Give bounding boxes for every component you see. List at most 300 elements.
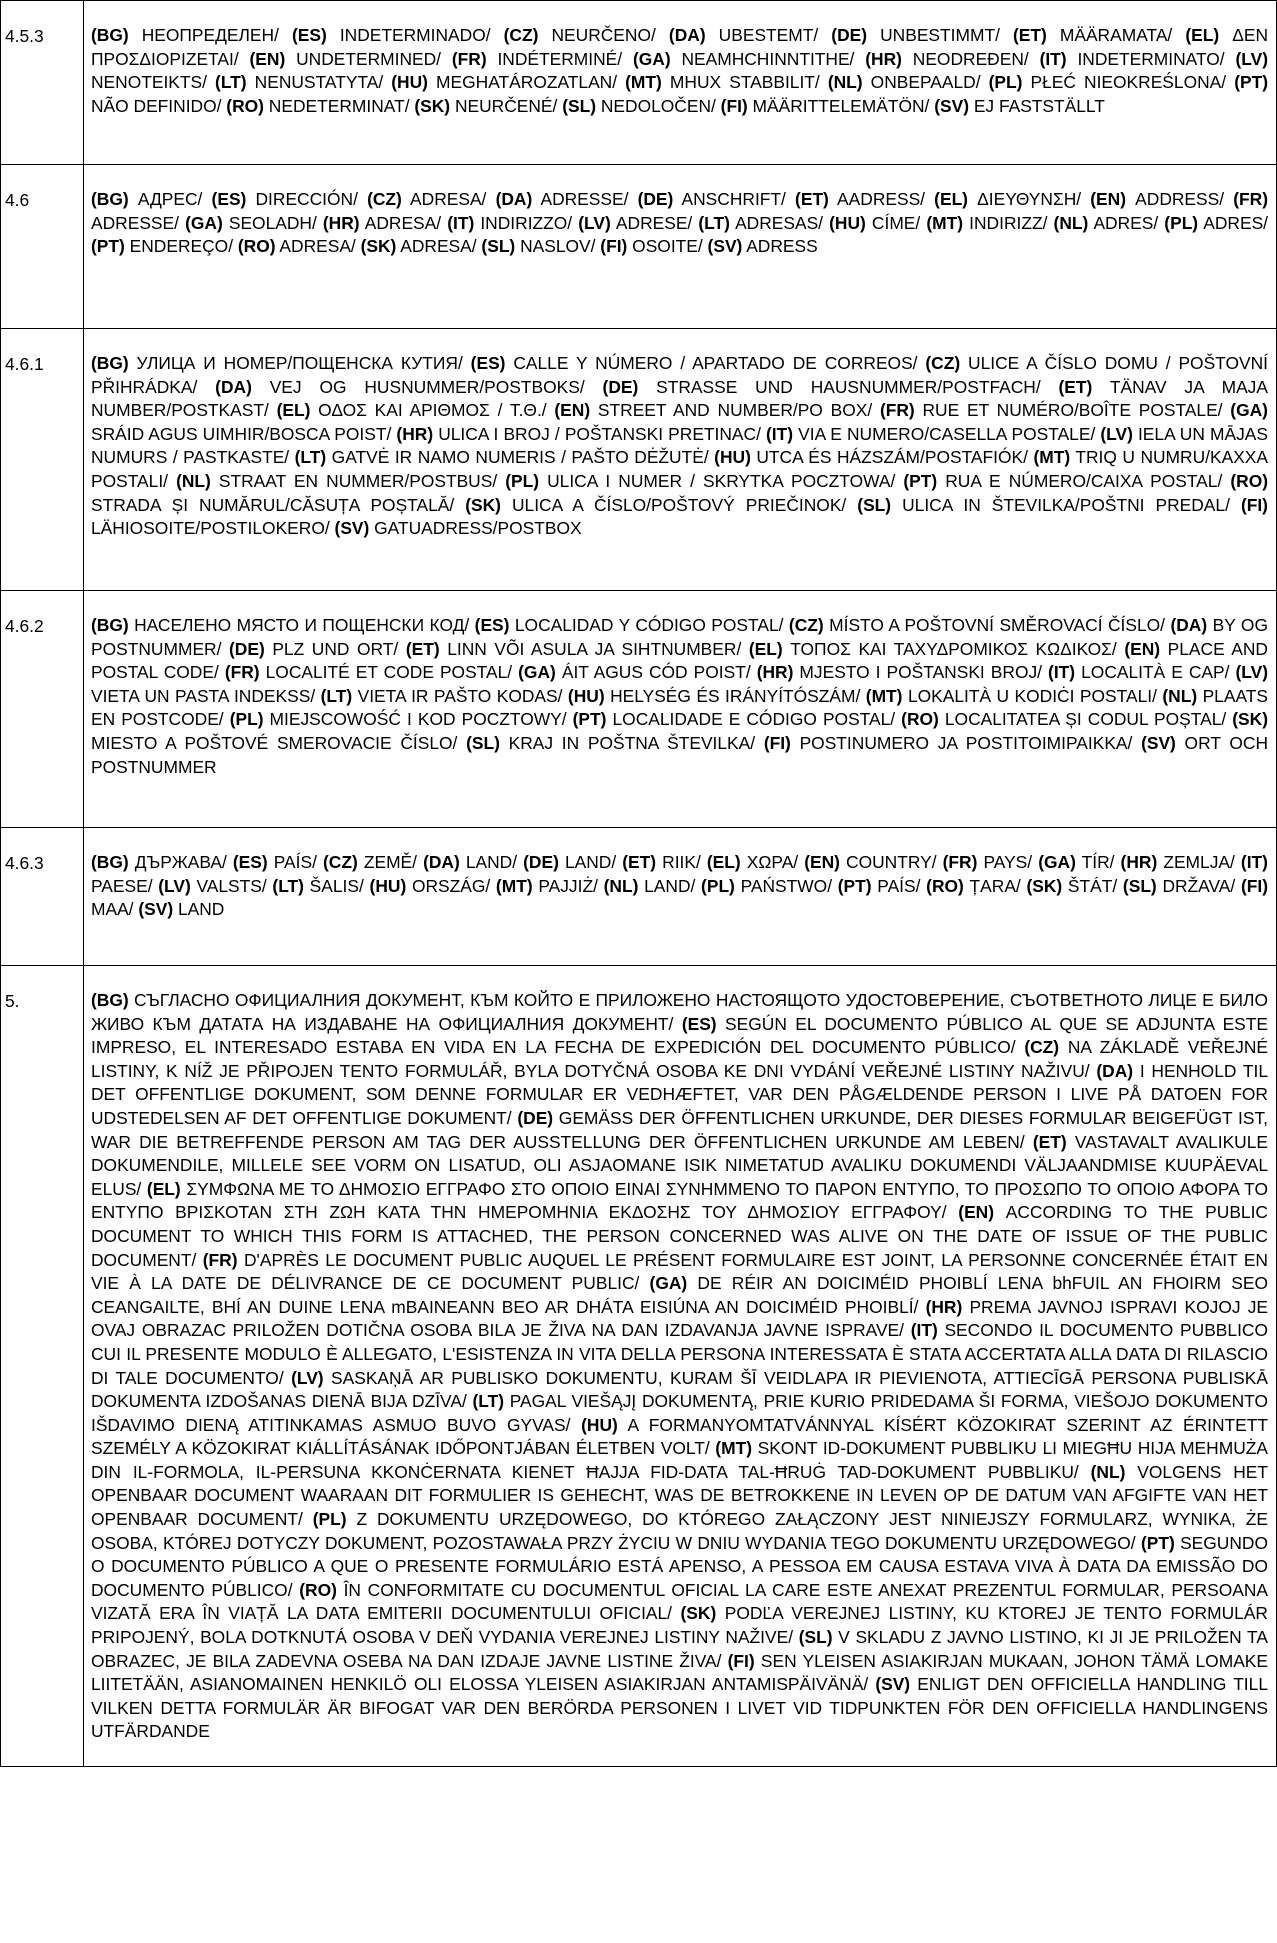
translation-segment bbox=[633, 49, 865, 69]
translation-text: LAND bbox=[173, 899, 225, 920]
translation-segment bbox=[370, 876, 496, 896]
translation-text: MÍSTO A POŠTOVNÍ SMĚROVACÍ ČÍSLO/ bbox=[823, 615, 1171, 635]
translation-text: HELYSÉG ÉS IRÁNYÍTÓSZÁM/ bbox=[604, 685, 866, 706]
translation-text: ΔΕΝ ΠΡΟΣΔΙΟΡΙΖΕΤΑΙ/ bbox=[91, 25, 1269, 69]
translation-text: LOCALITÀ E CAP/ bbox=[1075, 662, 1236, 683]
language-code: (FR) bbox=[451, 48, 487, 69]
language-code: (SK) bbox=[1232, 709, 1268, 730]
translation-segment bbox=[518, 662, 757, 682]
translation-segment bbox=[367, 189, 495, 209]
translation-text: LÄHIOSOITE/POSTILOKERO/ bbox=[91, 518, 335, 539]
translation-segment bbox=[447, 213, 578, 233]
translation-segment bbox=[335, 518, 582, 538]
translation-text: ULICA I NUMER / SKRYTKA POCZTOWA/ bbox=[539, 470, 904, 491]
language-code: (DE) bbox=[517, 1107, 554, 1128]
translation-segment bbox=[568, 686, 866, 706]
translation-text: INDIRIZZ/ bbox=[963, 212, 1054, 233]
language-code: (ES) bbox=[681, 1013, 717, 1034]
language-code: (CZ) bbox=[323, 852, 358, 872]
translation-text: UTCA ÉS HÁZSZÁM/POSTAFIÓK/ bbox=[750, 447, 1034, 468]
translation-text: ADRESA/ bbox=[396, 236, 482, 257]
translation-segment bbox=[185, 213, 323, 233]
translation-text: STRADA ȘI NUMĂRUL/CĂSUȚA POȘTALĂ/ bbox=[91, 494, 466, 515]
translation-text: STREET AND NUMBER/PO BOX/ bbox=[590, 400, 880, 421]
translation-text: TRIQ U NUMRU/KAXXA POSTALI/ bbox=[91, 447, 1268, 491]
language-code: (SL) bbox=[1122, 875, 1157, 896]
language-code: (DE) bbox=[523, 852, 559, 872]
translation-segment bbox=[1164, 213, 1268, 233]
language-code: (ES) bbox=[291, 25, 327, 45]
translation-segment bbox=[91, 236, 238, 256]
translation-text: IELA UN MĀJAS NUMURS / PASTKASTE/ bbox=[91, 423, 1268, 468]
translation-text: UBESTEMT/ bbox=[705, 25, 832, 45]
translation-segment bbox=[1121, 852, 1241, 872]
translation-text: ENDEREÇO/ bbox=[124, 236, 238, 257]
translation-text: LOCALITÉ ET CODE POSTAL/ bbox=[259, 662, 519, 683]
translation-segment bbox=[323, 213, 447, 233]
language-code: (FR) bbox=[942, 852, 978, 872]
translation-segment bbox=[1048, 662, 1235, 682]
translation-segment bbox=[323, 852, 423, 872]
translation-segment bbox=[1013, 25, 1185, 45]
translation-text: ΣΥΜΦΩΝΑ ΜΕ ΤΟ ΔΗΜΟΣΙΟ ΕΓΓΡΑΦΟ ΣΤΟ ΟΠΟΙΟ ΕΙΝΑΙ ΣΥΝΗΜΜΕΝΟ ΤΟ ΠΑΡΟΝ ΕΝΤΥΠΟ, ΤΟ ΠΡΟΣΩΠΟ ΤΟ ΟΠΟΙΟ ΑΦΟΡΑ ΤΟ ΕΝΤΥΠΟ ΒΡΙΣΚΟΤΑΝ ΣΤΗ ΖΩΗ ΚΑΤΑ ΤΗΝ ΗΜΕΡΟΜΗΝΙΑ ΕΚΔΟΣΗΣ ΤΟΥ ΔΗΜΟΣΙΟΥ ΕΓΓΡΑΦΟΥ/ bbox=[91, 1178, 1269, 1223]
translation-segment bbox=[138, 899, 224, 919]
translation-text: ORSZÁG/ bbox=[406, 875, 496, 896]
translation-text: СЪГЛАСНО ОФИЦИАЛНИЯ ДОКУМЕНТ, КЪМ КОЙТО Е ПРИЛОЖЕНО НАСТОЯЩОТО УДОСТОВЕРЕНИЕ, СЪОТВЕТНОТО ЛИЦЕ Е БИЛО ЖИВО КЪМ ДАТАТА НА ИЗДАВАНЕ НА ОФИЦИАЛНИЯ ДОКУМЕНТ/ bbox=[91, 990, 1268, 1034]
language-code: (MT) bbox=[1033, 447, 1071, 468]
translation-text: PAÍS/ bbox=[267, 852, 323, 872]
language-code: (RO) bbox=[1230, 470, 1269, 491]
translation-segment bbox=[272, 876, 369, 896]
translation-segment bbox=[496, 876, 604, 896]
language-code: (PT) bbox=[1234, 72, 1268, 93]
translation-text: PAJJIŻ/ bbox=[532, 875, 604, 896]
language-code: (SV) bbox=[934, 95, 969, 116]
translation-text: TÄNAV JA MAJA NUMBER/POSTKAST/ bbox=[91, 376, 1268, 421]
translation-segment bbox=[176, 471, 505, 491]
translation-text: ΟΔΟΣ ΚΑΙ ΑΡΙΘΜΟΣ / Τ.Θ./ bbox=[310, 400, 555, 421]
translation-segment bbox=[669, 25, 831, 45]
translation-text: ZEMĚ/ bbox=[357, 852, 424, 872]
translation-segment bbox=[789, 615, 1171, 635]
language-code: (PT) bbox=[91, 236, 125, 257]
translation-segment bbox=[749, 639, 1124, 659]
translation-text: TÍR/ bbox=[1075, 852, 1121, 872]
translation-text: DIRECCIÓN/ bbox=[246, 189, 368, 209]
translation-text: ÎN CONFORMITATE CU DOCUMENTUL OFICIAL LA CARE ESTE ANEXAT PREZENTUL FORMULAR, PERSOANA VIZATĂ ERA ÎN VIAȚĂ LA DATA EMITERII DOCUMENTULUI OFICIAL/ bbox=[91, 1579, 1268, 1624]
translation-segment bbox=[604, 876, 701, 896]
translation-segment bbox=[423, 852, 523, 872]
translation-segment bbox=[926, 876, 1026, 896]
language-code: (NL) bbox=[176, 470, 211, 491]
translation-text: PAGAL VIEŠĄJĮ DOKUMENTĄ, PRIE KURIO PRIDEDAMA ŠI FORMA, VIEŠOJO DOKUMENTO IŠDAVIMO DIENĄ ATITINKAMAS ASMUO BUVO GYVAS/ bbox=[91, 1391, 1268, 1435]
translation-segment bbox=[91, 25, 292, 45]
translation-text: SRÁID AGUS UIMHIR/BOSCA POIST/ bbox=[91, 423, 397, 444]
translation-text: ÁIT AGUS CÓD POIST/ bbox=[555, 662, 757, 683]
language-code: (DA) bbox=[423, 852, 460, 872]
translation-segment bbox=[698, 213, 829, 233]
translation-text: MÄÄRITTELEMÄTÖN/ bbox=[747, 95, 935, 116]
translation-segment bbox=[504, 25, 669, 45]
language-code: (NL) bbox=[603, 875, 639, 896]
language-code: (BG) bbox=[91, 353, 129, 373]
language-code: (DA) bbox=[215, 376, 252, 397]
language-code: (SL) bbox=[798, 1627, 833, 1648]
translation-segment bbox=[857, 495, 1241, 515]
language-code: (ES) bbox=[211, 189, 247, 209]
language-code: (SK) bbox=[680, 1603, 717, 1624]
translation-text: ENLIGT DEN OFFICIELLA HANDLING TILL VILKEN DETTA FORMULÄR ÄR BIFOGAT VAR DEN BERÖRDA PERSONEN I LIVET VID TIDPUNKTEN FÖR DEN OFFICIELLA HANDLINGENS UTFÄRDANDE bbox=[91, 1674, 1268, 1742]
translation-text: ADRESA/ bbox=[359, 212, 448, 233]
translation-text: ΔΙΕΥΘΥΝΣΗ/ bbox=[967, 189, 1091, 209]
language-code: (RO) bbox=[299, 1579, 337, 1600]
language-code: (HU) bbox=[581, 1414, 618, 1435]
translation-text: ΧΩΡΑ/ bbox=[740, 852, 805, 872]
language-code: (PL) bbox=[505, 470, 540, 491]
language-code: (GA) bbox=[185, 212, 223, 233]
language-code: (PL) bbox=[312, 1509, 347, 1530]
translation-segment bbox=[233, 852, 323, 872]
language-code: (ET) bbox=[795, 189, 829, 209]
translation-text: НЕОПРЕДЕЛЕН/ bbox=[128, 25, 292, 45]
translation-segment bbox=[934, 189, 1090, 209]
translation-text: SECONDO IL DOCUMENTO PUBBLICO CUI IL PRESENTE MODULO È ALLEGATO, L'ESISTENZA IN VITA DELLA PERSONA INTERESSATA È STATA ACCERTATA ALLA DATA DI RILASCIO DI TALE DOCUMENTO/ bbox=[91, 1320, 1268, 1388]
translation-segment bbox=[804, 852, 942, 872]
translation-segment bbox=[866, 686, 1163, 706]
translation-segment bbox=[721, 96, 935, 116]
translation-segment bbox=[230, 709, 573, 729]
translation-text: MIEJSCOWOŚĆ I KOD POCZTOWY/ bbox=[263, 709, 573, 730]
translation-text: INDIRIZZO/ bbox=[474, 212, 579, 233]
translation-text: UNBESTIMMT/ bbox=[867, 25, 1013, 45]
translations-cell bbox=[84, 828, 1277, 966]
translation-segment bbox=[471, 353, 926, 373]
translation-segment bbox=[989, 72, 1235, 92]
language-code: (CZ) bbox=[503, 25, 539, 45]
translation-segment bbox=[625, 72, 828, 92]
language-code: (LV) bbox=[1235, 662, 1268, 683]
language-code: (PL) bbox=[1164, 212, 1199, 233]
translation-text: STRAAT EN NUMMER/POSTBUS/ bbox=[210, 470, 506, 491]
language-code: (PL) bbox=[701, 875, 735, 896]
translation-text: ADRESA/ bbox=[401, 189, 496, 209]
translation-segment bbox=[880, 400, 1230, 420]
translation-text: LOCALIDAD Y CÓDIGO POSTAL/ bbox=[509, 615, 789, 635]
language-code: (ET) bbox=[405, 638, 440, 659]
language-code: (GA) bbox=[649, 1273, 688, 1294]
translation-text: V SKLADU Z JAVNO LISTINO, KI JI JE PRILOŽEN TA OBRAZEC, JE BILA ZADEVNA OSEBA NA DAN IZDAJE JAVNE LISTINE ŽIVA/ bbox=[91, 1627, 1268, 1671]
language-code: (ES) bbox=[232, 852, 268, 872]
language-code: (RO) bbox=[901, 709, 939, 730]
translation-text: KRAJ IN POŠTNA ŠTEVILKA/ bbox=[499, 732, 764, 753]
translations-cell bbox=[84, 591, 1277, 828]
translation-text: A FORMANYOMTATVÁNNYAL KÍSÉRT KÖZOKIRAT SZERINT AZ ÉRINTETT SZEMÉLY A KÖZOKIRAT KIÁLLÍTÁSÁNAK IDŐPONTJÁBAN ÉLETBEN VOLT/ bbox=[91, 1414, 1268, 1459]
row-number: 5. bbox=[1, 966, 84, 1767]
translation-text: DE RÉIR AN DOICIMÉID PHOIBLÍ LENA bhFUIL AN FHOIRM SEO CEANGAILTE, BHÍ AN DUINE LENA mBAINEANN BEO AR DHÁTA EISIÚNA AN DOICIMÉID PHOIBLÍ/ bbox=[91, 1273, 1268, 1317]
translation-segment bbox=[452, 49, 633, 69]
language-code: (HR) bbox=[322, 212, 360, 233]
language-code: (DA) bbox=[668, 25, 706, 45]
translation-text: ADRESSE/ bbox=[532, 189, 638, 209]
translation-segment bbox=[361, 236, 482, 256]
translation-segment bbox=[943, 852, 1039, 872]
language-code: (HR) bbox=[865, 48, 902, 69]
language-code: (EL) bbox=[934, 189, 968, 209]
table-row bbox=[1, 1, 1277, 165]
translation-segment bbox=[622, 852, 707, 872]
language-code: (MT) bbox=[625, 72, 662, 93]
translation-segment bbox=[707, 852, 804, 872]
language-code: (ES) bbox=[474, 615, 510, 635]
language-code: (LT) bbox=[215, 72, 247, 93]
language-code: (SK) bbox=[360, 236, 397, 257]
language-code: (DE) bbox=[637, 189, 674, 209]
translation-segment bbox=[406, 639, 749, 659]
translation-segment bbox=[714, 447, 1033, 467]
language-code: (FI) bbox=[1240, 494, 1268, 515]
language-code: (LT) bbox=[698, 212, 730, 233]
language-code: (PL) bbox=[229, 709, 264, 730]
translation-text: VIETA UN PASTA INDEKSS/ bbox=[91, 685, 321, 706]
translation-text: PŁEĆ NIEOKREŚLONA/ bbox=[1022, 72, 1235, 93]
language-code: (DE) bbox=[229, 638, 265, 659]
translation-text: PREMA JAVNOJ ISPRAVI KOJOJ JE OVAJ OBRAZAC PRILOŽEN DOTIČNA OSOBA BILA JE ŽIVA NA DAN IZDAVANJA JAVNE ISPRAVE/ bbox=[91, 1296, 1268, 1341]
language-code: (SV) bbox=[1141, 732, 1176, 753]
language-code: (IT) bbox=[766, 423, 794, 444]
translation-segment bbox=[828, 72, 989, 92]
translation-segment bbox=[1038, 852, 1120, 872]
translation-text: ULICA IN ŠTEVILKA/POŠTNI PREDAL/ bbox=[891, 494, 1241, 515]
language-code: (MT) bbox=[495, 875, 533, 896]
language-code: (HR) bbox=[396, 423, 434, 444]
translation-text: ȚARA/ bbox=[963, 875, 1027, 896]
language-code: (LV) bbox=[291, 1367, 324, 1388]
translation-text: PAŃSTWO/ bbox=[734, 875, 838, 896]
translation-text: ULICA I BROJ / POŠTANSKI PRETINAC/ bbox=[433, 423, 767, 444]
language-code: (HR) bbox=[925, 1296, 963, 1317]
translation-text: NEODREĐEN/ bbox=[901, 48, 1040, 69]
language-code: (NL) bbox=[1090, 1461, 1126, 1482]
translation-text: ZEMLJA/ bbox=[1157, 852, 1241, 872]
translation-text: PAESE/ bbox=[91, 875, 159, 896]
translation-text: LAND/ bbox=[638, 875, 702, 896]
language-code: (SV) bbox=[334, 518, 370, 539]
translation-text: LOKALITÀ U KODIĊI POSTALI/ bbox=[902, 685, 1163, 706]
table-row bbox=[1, 165, 1277, 329]
language-code: (IT) bbox=[1240, 852, 1268, 872]
language-code: (HR) bbox=[1120, 852, 1158, 872]
translation-text: LAND/ bbox=[558, 852, 623, 872]
translation-segment bbox=[1123, 876, 1241, 896]
language-code: (HU) bbox=[829, 212, 866, 233]
translation-segment bbox=[764, 733, 1141, 753]
translation-segment bbox=[562, 96, 720, 116]
language-code: (LV) bbox=[1100, 423, 1133, 444]
translation-segment bbox=[573, 709, 902, 729]
translation-segment bbox=[91, 189, 212, 209]
translation-text: PAYS/ bbox=[977, 852, 1039, 872]
translation-segment bbox=[295, 447, 715, 467]
translation-text: LAND/ bbox=[459, 852, 524, 872]
translation-text: DRŽAVA/ bbox=[1156, 875, 1241, 896]
language-code: (EL) bbox=[1185, 25, 1220, 45]
translation-segment bbox=[277, 400, 555, 420]
translation-text: EJ FASTSTÄLLT bbox=[968, 95, 1105, 116]
language-code: (SK) bbox=[414, 95, 451, 116]
language-code: (IT) bbox=[447, 212, 475, 233]
translation-text: ŠALIS/ bbox=[303, 875, 370, 896]
language-code: (LT) bbox=[320, 685, 353, 706]
language-code: (EL) bbox=[146, 1178, 181, 1199]
language-code: (HU) bbox=[369, 875, 407, 896]
table-row bbox=[1, 329, 1277, 591]
translation-segment bbox=[1026, 876, 1122, 896]
language-code: (PT) bbox=[1140, 1532, 1175, 1553]
translation-segment bbox=[91, 852, 233, 872]
row-number: 4.6 bbox=[1, 165, 84, 329]
translation-text: АДРЕС/ bbox=[128, 189, 212, 209]
translation-text: MÄÄRAMATA/ bbox=[1046, 25, 1186, 45]
translation-text: ADRESA/ bbox=[275, 236, 361, 257]
language-code: (FR) bbox=[202, 1249, 238, 1270]
translation-text: RUA E NÚMERO/CAIXA POSTAL/ bbox=[937, 470, 1231, 491]
translation-text: SKONT ID-DOKUMENT PUBBLIKU LI MIEGĦU HIJA MEHMUŻA DIN IL-FORMOLA, IL-PERSUNA KKONĊERNATA KIENET ĦAJJA FID-DATA TAL-ĦRUĠ TAD-DOKUMENT PUBBLIKU/ bbox=[91, 1438, 1268, 1482]
language-code: (RO) bbox=[237, 236, 276, 257]
translation-text: SEN YLEISEN ASIAKIRJAN MUKAAN, JOHON TÄMÄ LOMAKE LIITETÄÄN, ASIANOMAINEN HENKILÖ OLI ELOSSA YLEISEN ASIAKIRJAN ANTAMISPÄIVÄNÄ/ bbox=[91, 1650, 1268, 1695]
translation-text: ΤΟΠΟΣ ΚΑΙ ΤΑΧΥΔΡΟΜΙΚΟΣ ΚΩΔΙΚΟΣ/ bbox=[782, 638, 1125, 659]
translation-text: NEURČENO/ bbox=[538, 25, 669, 45]
translation-text: VEJ OG HUSNUMMER/POSTBOKS/ bbox=[251, 376, 603, 397]
language-code: (NL) bbox=[827, 72, 863, 93]
row-number: 4.6.2 bbox=[1, 591, 84, 828]
language-code: (ET) bbox=[622, 852, 657, 872]
translation-text: POSTINUMERO JA POSTITOIMIPAIKKA/ bbox=[790, 732, 1142, 753]
translation-segment bbox=[523, 852, 622, 872]
translation-text: PAÍS/ bbox=[871, 875, 927, 896]
translations-cell bbox=[84, 966, 1277, 1767]
translation-segment bbox=[829, 213, 926, 233]
translation-text: НАСЕЛЕНО МЯСТО И ПОЩЕНСКИ КОД/ bbox=[128, 615, 475, 635]
language-code: (BG) bbox=[91, 852, 129, 872]
translation-text: ŠTÁT/ bbox=[1062, 875, 1123, 896]
language-code: (CZ) bbox=[1024, 1037, 1060, 1058]
language-code: (EN) bbox=[958, 1202, 995, 1223]
language-code: (SK) bbox=[1026, 875, 1063, 896]
translation-segment bbox=[795, 189, 934, 209]
language-code: (EL) bbox=[706, 852, 741, 872]
translations-cell bbox=[84, 329, 1277, 591]
translation-segment bbox=[91, 353, 471, 373]
translation-segment bbox=[934, 96, 1105, 116]
translation-text: I HENHOLD TIL DET OFFENTLIGE DOKUMENT, SOM DENNE FORMULAR ER VEDHÆFTET, VAR DEN PÅGÆLDENDE PERSON I LIVE PÅ DATOEN FOR UDSTEDELSEN AF DET OFFENTLIGE DOKUMENT/ bbox=[91, 1060, 1268, 1128]
language-code: (ET) bbox=[1032, 1131, 1067, 1152]
language-code: (SL) bbox=[466, 732, 500, 753]
language-code: (PT) bbox=[903, 470, 938, 491]
language-code: (HR) bbox=[756, 662, 794, 683]
translation-text: NENOTEIKTS/ bbox=[91, 72, 216, 93]
language-code: (MT) bbox=[865, 685, 903, 706]
translation-text: NEAMHCHINNTITHE/ bbox=[670, 48, 866, 69]
language-code: (CZ) bbox=[367, 189, 402, 209]
language-code: (BG) bbox=[91, 990, 129, 1010]
translation-segment bbox=[91, 615, 475, 635]
row-number: 4.6.3 bbox=[1, 828, 84, 966]
translation-text: ADRESSE/ bbox=[91, 212, 186, 233]
translation-segment bbox=[396, 424, 766, 444]
translation-segment bbox=[578, 213, 698, 233]
language-code: (BG) bbox=[91, 25, 129, 45]
translation-text: BY OG POSTNUMMER/ bbox=[91, 615, 1268, 659]
language-code: (LT) bbox=[472, 1391, 505, 1412]
table-row bbox=[1, 591, 1277, 828]
translation-segment bbox=[465, 495, 857, 515]
translation-segment bbox=[757, 662, 1048, 682]
translation-text: ULICA A ČÍSLO/POŠTOVÝ PRIEČINOK/ bbox=[500, 494, 858, 515]
translation-text: ADRESS bbox=[742, 236, 818, 257]
translation-text: LOCALITATEA ȘI CODUL POȘTAL/ bbox=[938, 709, 1233, 730]
language-code: (EN) bbox=[804, 852, 840, 872]
language-code: (LT) bbox=[272, 875, 304, 896]
translation-segment bbox=[225, 662, 518, 682]
language-code: (EL) bbox=[748, 638, 783, 659]
language-code: (LV) bbox=[1235, 48, 1268, 69]
language-code: (EN) bbox=[249, 48, 286, 69]
language-code: (RO) bbox=[226, 95, 264, 116]
translation-segment bbox=[229, 639, 406, 659]
language-code: (PT) bbox=[837, 875, 872, 896]
translation-text: OSOITE/ bbox=[627, 236, 708, 257]
translation-text: CÍME/ bbox=[865, 212, 927, 233]
language-code: (DA) bbox=[1170, 615, 1208, 635]
language-code: (EN) bbox=[554, 400, 591, 421]
language-code: (GA) bbox=[1230, 400, 1268, 421]
language-code: (GA) bbox=[1038, 852, 1076, 872]
translation-text: VOLGENS HET OPENBAAR DOCUMENT WAARAAN DIT FORMULIER IS GEHECHT, WAS DE BETROKKENE IN LEVEN OP DE DATUM VAN AFGIFTE VAN HET OPENBAAR DOCUMENT/ bbox=[91, 1461, 1269, 1530]
language-code: (EN) bbox=[1090, 189, 1126, 209]
translation-text: LINN VÕI ASULA JA SIHTNUMBER/ bbox=[439, 638, 749, 659]
translation-text: ONBEPAALD/ bbox=[862, 72, 989, 93]
translation-text: D'APRÈS LE DOCUMENT PUBLIC AUQUEL LE PRÉSENT FORMULAIRE EST JOINT, LA PERSONNE CONCERNÉE ÉTAIT EN VIE À LA DATE DE DÉLIVRANCE DE CE DOCUMENT PUBLIC/ bbox=[91, 1249, 1268, 1294]
translation-segment bbox=[505, 471, 903, 491]
translation-segment bbox=[414, 96, 562, 116]
translation-text: VIETA IR PAŠTO KODAS/ bbox=[352, 685, 568, 706]
translation-segment bbox=[292, 25, 504, 45]
translation-segment bbox=[865, 49, 1039, 69]
translation-text: INDETERMINATO/ bbox=[1066, 48, 1236, 69]
translations-cell bbox=[84, 165, 1277, 329]
language-code: (LT) bbox=[294, 447, 327, 468]
language-code: (FR) bbox=[224, 662, 260, 683]
translation-text: MHUX STABBILIT/ bbox=[661, 72, 828, 93]
translation-text: NENUSTATYTA/ bbox=[246, 72, 392, 93]
translation-text: ACCORDING TO THE PUBLIC DOCUMENT TO WHICH THIS FORM IS ATTACHED, THE PERSON CONCERNED WAS ALIVE ON THE DATE OF ISSUE OF THE PUBLIC DOCUMENT/ bbox=[91, 1202, 1268, 1270]
translation-text: VIA E NUMERO/CASELLA POSTALE/ bbox=[793, 423, 1101, 444]
language-code: (SL) bbox=[481, 236, 516, 257]
translation-segment bbox=[496, 189, 638, 209]
translation-text: NASLOV/ bbox=[515, 236, 601, 257]
language-code: (FI) bbox=[1240, 875, 1268, 896]
language-code: (CZ) bbox=[925, 353, 961, 373]
language-code: (PT) bbox=[572, 709, 607, 730]
translation-text: GATVĖ IR NAMO NUMERIS / PAŠTO DĖŽUTĖ/ bbox=[326, 447, 715, 468]
language-code: (FR) bbox=[879, 400, 915, 421]
translation-text: MJESTO I POŠTANSKI BROJ/ bbox=[793, 662, 1049, 683]
translation-text: NA ZÁKLADĚ VEŘEJNÉ LISTINY, K NÍŽ JE PŘIPOJEN TENTO FORMULÁŘ, BYLA DOTYČNÁ OSOBA KE DNI VYDÁNÍ VEŘEJNÉ LISTINY NAŽIVU/ bbox=[91, 1037, 1269, 1081]
translation-segment bbox=[838, 876, 926, 896]
translation-text: MEGHATÁROZATLAN/ bbox=[427, 72, 626, 93]
translation-segment bbox=[708, 236, 818, 256]
translation-text: STRASSE UND HAUSNUMMER/POSTFACH/ bbox=[638, 376, 1059, 397]
